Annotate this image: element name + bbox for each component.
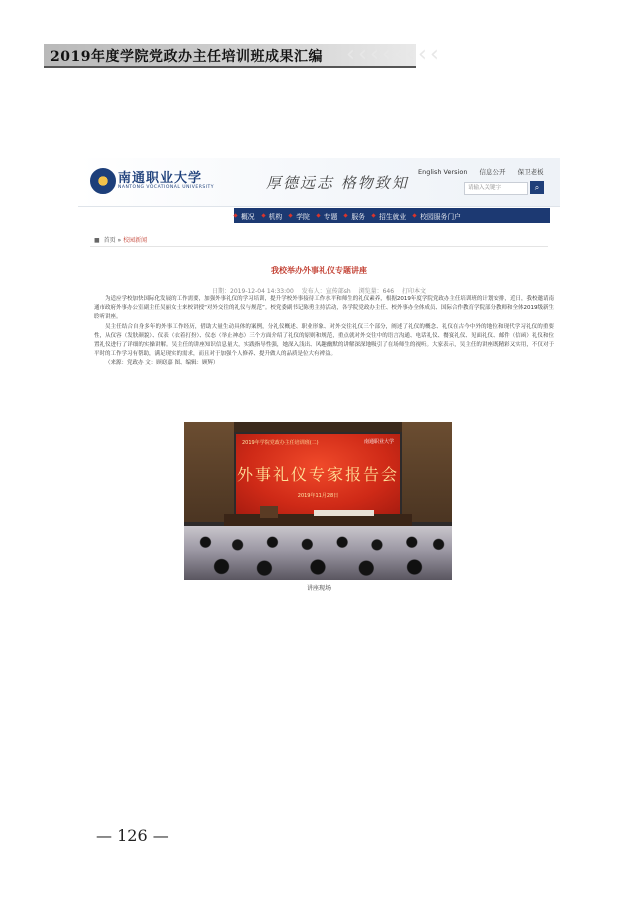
chevron-left-icon: ‹: [406, 44, 415, 66]
main-nav: [234, 208, 550, 223]
chevron-left-icon: ‹: [370, 44, 379, 66]
breadcrumb-current[interactable]: 校园新闻: [123, 237, 148, 244]
site-logo-subtitle: NANTONG VOCATIONAL UNIVERSITY: [118, 185, 215, 190]
meta-date: 日期：2019-12-04 14:33:00: [212, 288, 294, 295]
article-paragraph: 吴主任结合自身多年的外事工作经历，借助大量生动具体的案例，分礼仪概述、职业形象、对外交往礼仪三个部分，阐述了礼仪的概念、礼仪在古今中外的地位和现代学习礼仪的重要性，从仪容（发肤颜貌）、仪表（衣着打扮）、仪态（举止神态）三个方面介绍了礼仪的原则和规范，重点就对外交往中的语言沟通、电话礼仪、餐宴礼仪、见面礼仪、邮件（信函）礼仪和位置礼仪进行了详细的实操讲解。吴主任的讲座知识信息量大，实践指导性强，她深入浅出、风趣幽默的讲解深深地吸引了在场师生的视听。大家表示，吴主任的讲座既精彩又实用，不仅对于平时的工作学习有帮助，满足现实的需求，而且对于加强个人修养、提升做人的品质是位大有裨益。: [94, 323, 554, 358]
article-body: [94, 295, 554, 369]
nav-item-campus-portal[interactable]: 校园服务门户: [413, 211, 468, 221]
top-links: [418, 167, 554, 176]
lecture-photo: [184, 422, 452, 580]
search-icon[interactable]: ⌕: [530, 181, 544, 194]
screen-event-name: 2019年学院党政办主任培训班(二): [242, 440, 319, 446]
nav-item-colleges[interactable]: 学院: [289, 211, 317, 221]
chevron-left-icon: ‹: [430, 44, 439, 66]
screen-title: 外事礼仪专家报告会: [236, 465, 399, 484]
photo-stage-screen: [236, 434, 400, 514]
nav-item-services[interactable]: 服务: [344, 211, 372, 221]
nav-item-overview[interactable]: 概况: [234, 211, 262, 221]
nav-item-admissions[interactable]: 招生就业: [372, 211, 413, 221]
top-link-info[interactable]: 信息公开: [479, 168, 506, 176]
photo-caption: 讲座现场: [306, 585, 331, 592]
page-number: — 126 —: [96, 826, 169, 845]
article-source-credits: （来源：党政办 文：顾窈嘉 图、编辑：顾辉）: [105, 360, 219, 367]
chevron-left-icon: ‹: [418, 44, 427, 66]
search-input[interactable]: 请输入关键字: [464, 182, 528, 195]
chevron-left-icon: ‹: [394, 44, 403, 66]
meta-views: 浏览量：646: [358, 288, 395, 295]
nav-item-topics[interactable]: 专题: [317, 211, 345, 221]
photo-podium: [260, 506, 278, 518]
chevron-left-icon: ‹: [358, 44, 367, 66]
chevron-left-icon: ‹: [346, 44, 355, 66]
university-emblem-icon[interactable]: [90, 168, 116, 194]
breadcrumb-home[interactable]: 首页: [103, 237, 116, 244]
photo-head-table: [314, 510, 374, 516]
breadcrumb: [94, 235, 147, 244]
breadcrumb-divider: [90, 246, 548, 247]
website-screenshot: [78, 158, 560, 600]
screen-logo-text: 南通职业大学: [363, 439, 394, 445]
site-motto: 厚德远志 格物致知: [266, 174, 409, 192]
book-title: 2019年度学院党政办主任培训班成果汇编: [50, 49, 323, 65]
photo-wall-left: [184, 422, 234, 522]
photo-audience: [184, 526, 452, 580]
site-header: [78, 158, 560, 207]
book-header: [44, 44, 439, 68]
breadcrumb-separator: »: [117, 237, 122, 244]
screen-date: 2019年11月28日: [297, 493, 339, 499]
site-logo-name[interactable]: 南通职业大学: [118, 171, 203, 186]
meta-author: 发布人：宣传部sh: [301, 288, 351, 295]
article-title: 我校举办外事礼仪专题讲座: [271, 266, 367, 275]
header-chevron-decoration: [344, 44, 460, 66]
chevron-left-icon: ‹: [382, 44, 391, 66]
nav-item-organization[interactable]: 机构: [262, 211, 290, 221]
photo-wall-right: [402, 422, 452, 522]
home-icon: ■: [94, 237, 100, 244]
top-link-security[interactable]: 保卫老板: [517, 168, 544, 176]
print-link[interactable]: 打印本文: [401, 288, 426, 295]
article-paragraph: 为适应学校加快国际化发展的工作需要，加强外事礼仪的学习培训，提升学校外事接待工作水平和师生的礼仪素养，根据2019年度学院党政办主任培训班的计划安排，近日，我校邀请南通市政府外事办公室副主任吴丽女士来校讲授“对外交往的礼仪与规范”。校党委副书记陈勇主持活动，各学院党政办主任、校外事办全体成员、国际合作教育学院部分教师和全体2019级新生聆听讲座。: [94, 296, 554, 321]
article-meta: [78, 286, 560, 295]
top-link-english[interactable]: English Version: [418, 168, 468, 176]
